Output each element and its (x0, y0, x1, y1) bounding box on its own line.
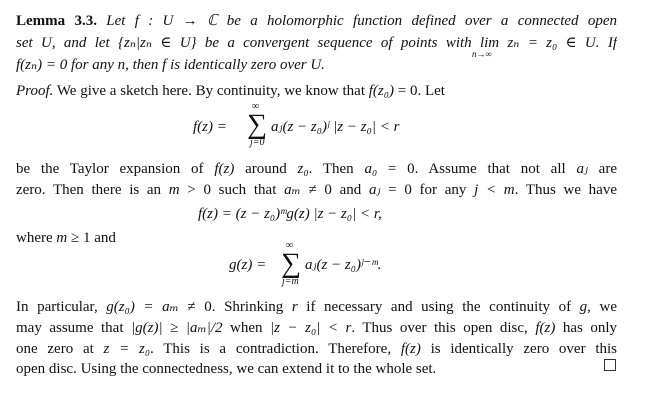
text-segment: be the Taylor expansion of (16, 161, 215, 177)
proof-line-5 (16, 299, 617, 315)
text-segment: f(z) (535, 320, 556, 336)
text-segment: Let f : U → ℂ be a holomorphic function defined over a connected open (96, 13, 617, 29)
text-segment: r (291, 299, 298, 315)
eq3-rhs: aⱼ(z − z₀)ʲ⁻ᵐ. (305, 257, 382, 273)
text-segment: ≠ 0. Shrinking (178, 299, 292, 315)
text-segment: , we (587, 299, 617, 315)
proof-line-7 (16, 341, 617, 357)
text-segment: m (168, 182, 180, 198)
eq1-rhs: aⱼ(z − z₀)ʲ |z − z₀| < r (271, 119, 400, 135)
proof-line-4 (16, 230, 116, 246)
limit-subscript: n→∞ (472, 49, 492, 59)
proof-line-2 (16, 161, 617, 177)
text-segment: a₀ (364, 161, 378, 177)
text-segment: f(z₀) (368, 83, 394, 99)
text-segment: = 0 for any (380, 182, 475, 198)
eq1-lower: j=0 (250, 137, 265, 148)
text-segment: f(zₙ) = 0 for any n, then f is identically zero over U. (16, 57, 325, 73)
text-segment: In particular, (16, 299, 107, 315)
text-segment: where (16, 230, 57, 246)
text-segment: = 0. Let (393, 83, 445, 99)
text-segment: set U, and let {zₙ|zₙ ∈ U} be a convergent sequence of points with lim zₙ = z₀ ∈ U. If (16, 35, 617, 51)
lemma-line-1 (16, 13, 617, 29)
eq3-upper: ∞ (286, 240, 294, 251)
text-segment: |g(z)| ≥ |aₘ|/2 (131, 320, 223, 336)
text-segment: are (587, 161, 617, 177)
text-segment: ≥ 1 and (67, 230, 116, 246)
proof-line-3 (16, 182, 617, 198)
text-segment: z = z₀ (103, 341, 151, 357)
text-segment: . Then (308, 161, 365, 177)
text-segment: one zero at (16, 341, 104, 357)
text-segment: m (56, 230, 68, 246)
eq3-sigma: ∑ (281, 248, 301, 279)
text-segment: f(z) (400, 341, 421, 357)
text-segment: has only (555, 320, 617, 336)
eq1-upper: ∞ (252, 101, 260, 112)
qed-square-icon (604, 359, 616, 371)
text-segment: > 0 such that (179, 182, 285, 198)
text-segment: zero. Then there is an (16, 182, 169, 198)
text-segment: j < m (474, 182, 515, 198)
text-segment: around (234, 161, 298, 177)
text-segment: g (579, 299, 588, 315)
text-segment: = 0. Assume that not all (377, 161, 577, 177)
text-segment: if necessary and using the continuity of (297, 299, 580, 315)
text-segment: Proof. (16, 83, 54, 99)
text-segment: ≠ 0 and (300, 182, 369, 198)
text-segment: z₀ (297, 161, 309, 177)
proof-line-1 (16, 83, 445, 99)
eq1-sigma: ∑ (247, 109, 267, 140)
lemma-line-3 (16, 57, 325, 73)
text-segment: Lemma 3.3. (16, 13, 97, 29)
lemma-line-2 (16, 35, 617, 51)
text-segment: . Thus over this open disc, (351, 320, 536, 336)
text-segment: We give a sketch here. By continuity, we know that (53, 83, 369, 99)
text-segment: aₘ (284, 182, 301, 198)
text-segment: |z − z₀| < r (270, 320, 352, 336)
text-segment: . Thus we have (514, 182, 617, 198)
eq3-lhs: g(z) = (229, 257, 267, 273)
proof-line-8 (16, 361, 436, 377)
text-segment: may assume that (16, 320, 132, 336)
eq3-lower: j=m (282, 276, 299, 287)
text-segment: g(z₀) = aₘ (106, 299, 179, 315)
text-segment: open disc. Using the connectedness, we can extend it to the whole set. (16, 361, 437, 377)
text-segment: aⱼ (368, 182, 381, 198)
text-segment: aⱼ (576, 161, 588, 177)
text-segment: is identically zero over this (420, 341, 617, 357)
text-segment: . This is a contradiction. Therefore, (150, 341, 401, 357)
text-segment: when (222, 320, 271, 336)
text-segment: f(z) (214, 161, 235, 177)
proof-line-6 (16, 320, 617, 336)
factored-equation: f(z) = (z − z₀)ᵐg(z) |z − z₀| < r, (198, 206, 382, 222)
eq1-lhs: f(z) = (193, 119, 227, 135)
